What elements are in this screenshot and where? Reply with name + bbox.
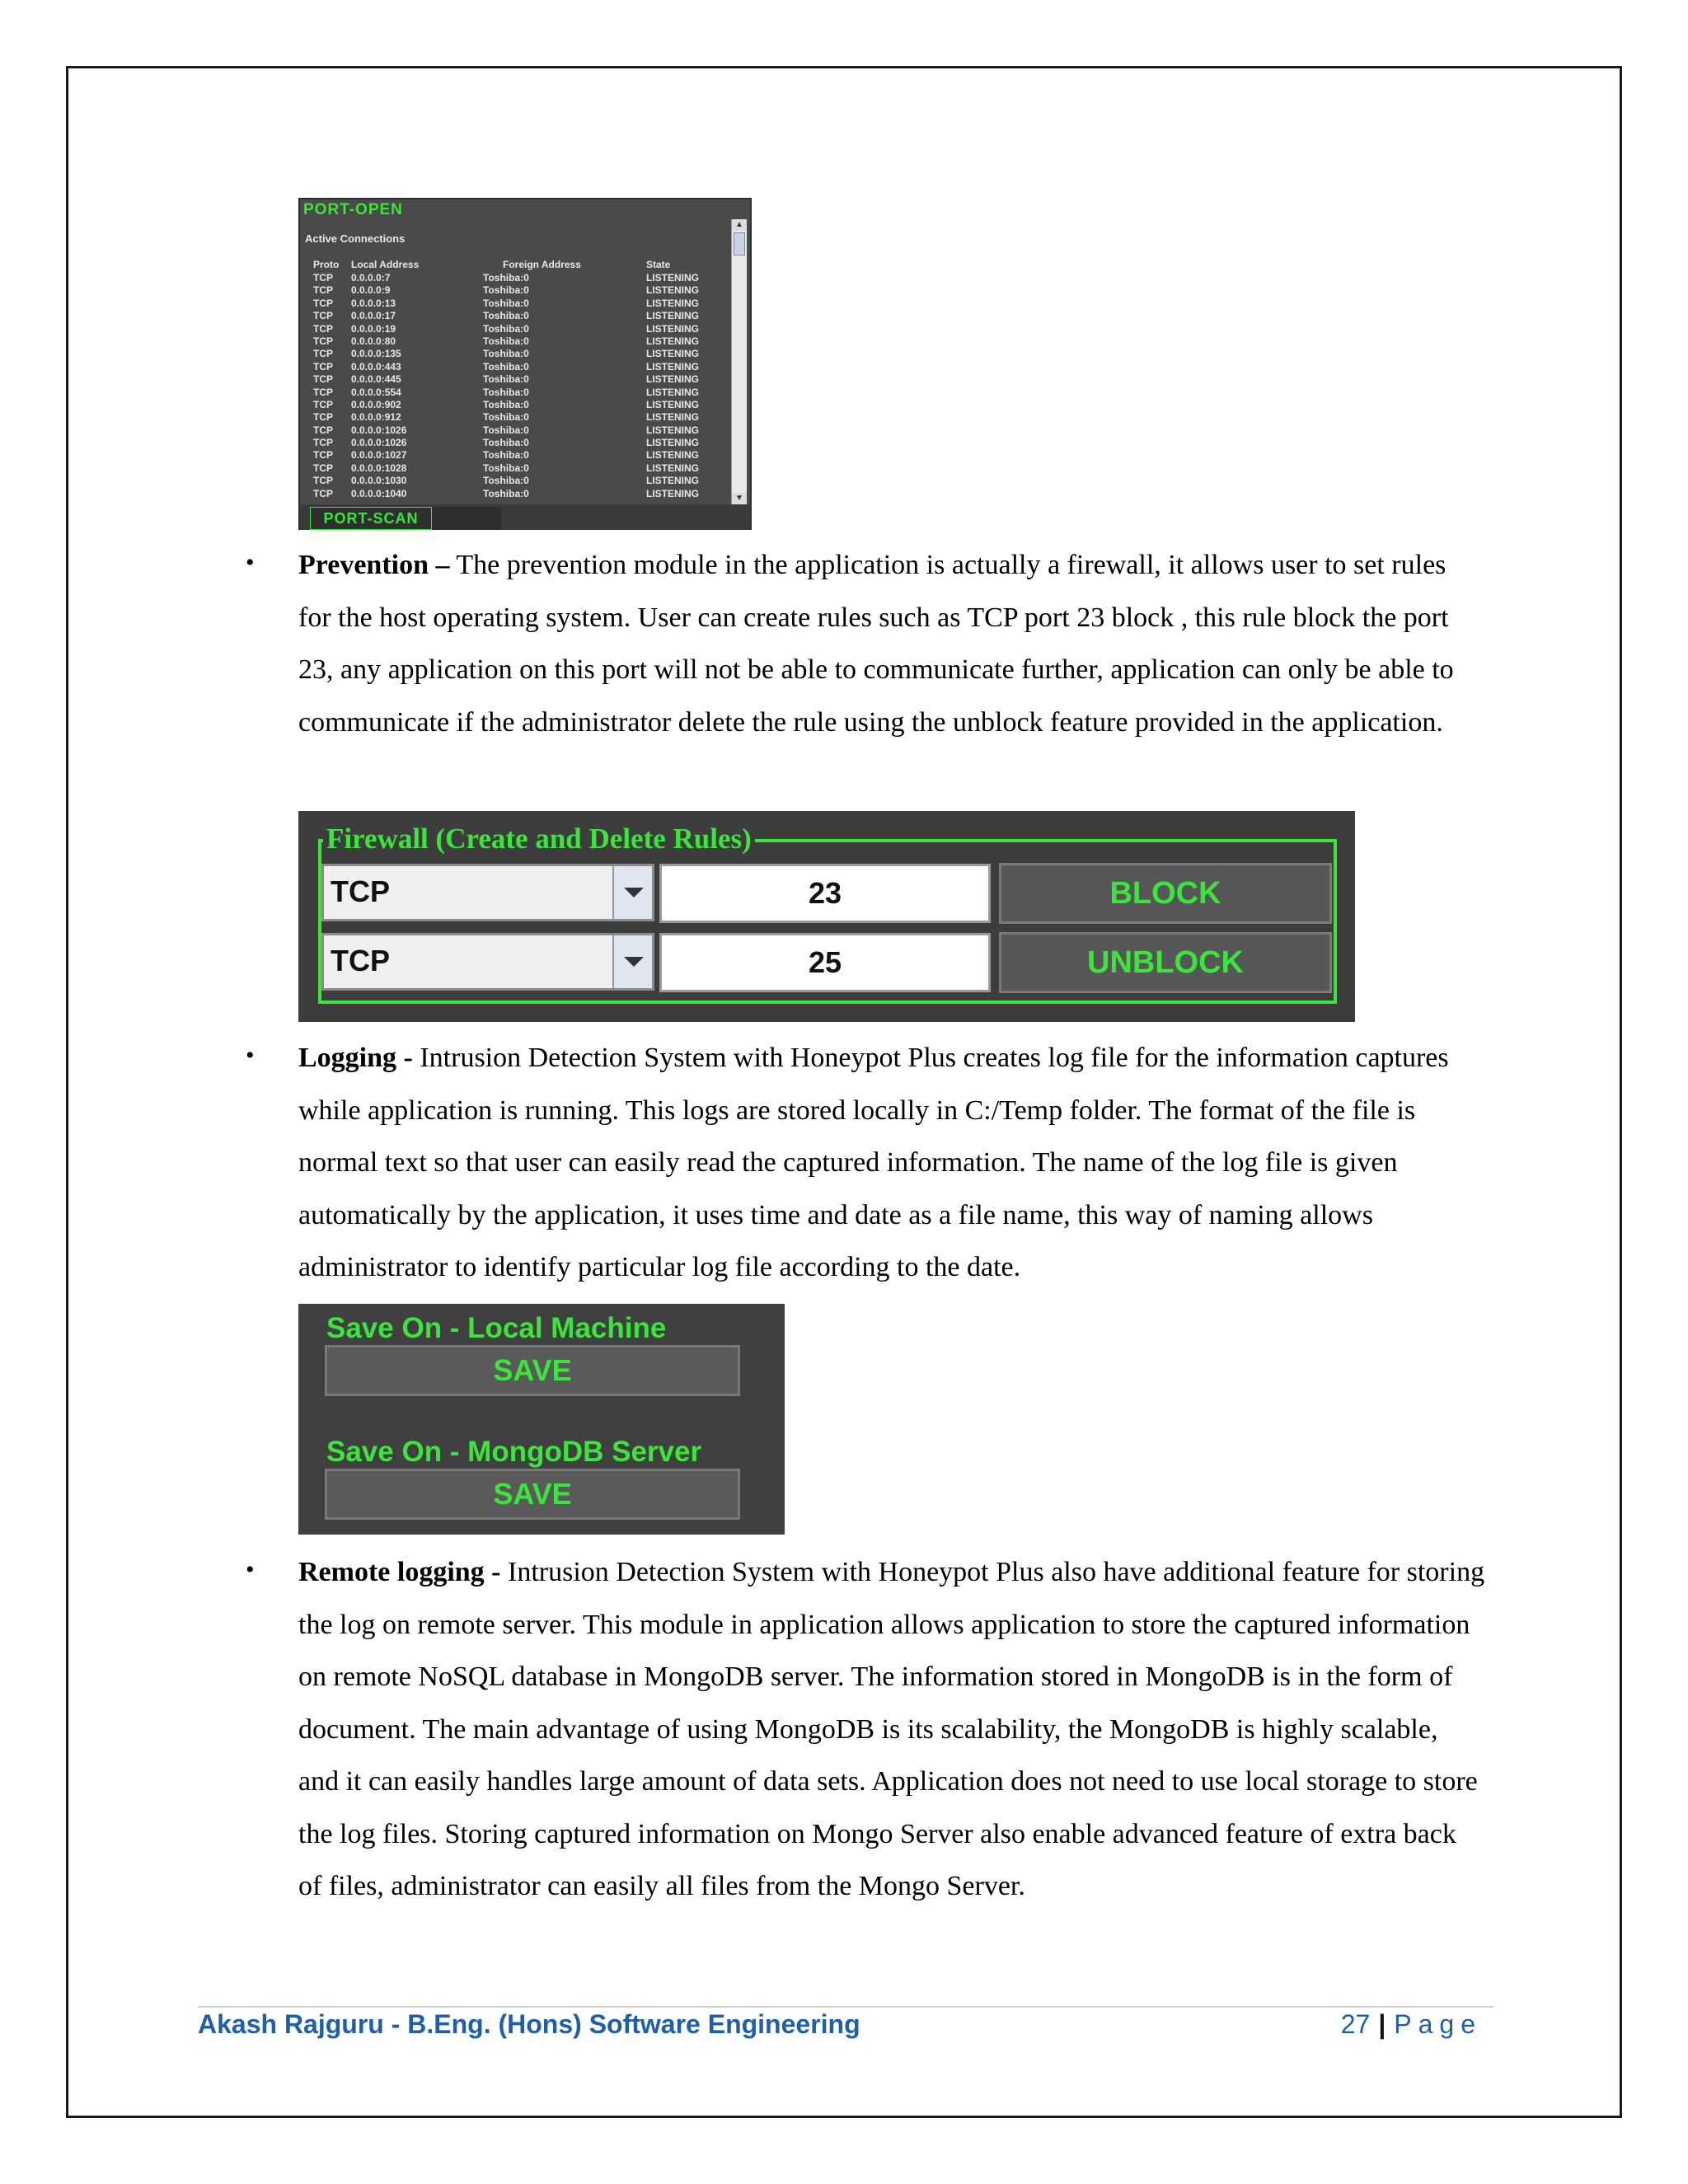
connection-row xyxy=(313,272,717,284)
prevention-term: Prevention – xyxy=(298,550,450,580)
connection-row xyxy=(313,399,717,411)
connection-cell: LISTENING xyxy=(646,449,700,462)
block-protocol-value: TCP xyxy=(331,874,390,908)
active-connections-heading: Active Connections xyxy=(305,232,406,245)
prevention-text: The prevention module in the application is actually a firewall, it allows user to set rules for the host operating system. User can create rules such as TCP port 23 block , this rule block the port 23, any application on this port will not be able to communicate further, application can only be able to communicate if the administrator delete the rule using the unblock feature provided in the application. xyxy=(298,550,1454,738)
bullet-prevention: • xyxy=(246,549,255,576)
connection-row xyxy=(313,424,717,437)
connection-cell: Toshiba:0 xyxy=(483,437,529,449)
save-local-label: Save On - Local Machine xyxy=(326,1312,667,1344)
connection-cell: 0.0.0.0:1026 xyxy=(351,437,407,449)
remote-logging-paragraph xyxy=(298,1546,1485,1913)
connection-cell: 0.0.0.0:912 xyxy=(351,411,401,424)
unblock-port-input[interactable]: 25 xyxy=(659,933,991,992)
logging-text: Intrusion Detection System with Honeypot Plus creates log file for the information captures while application is running. This logs are stored locally in C:/Temp folder. The format of the file is normal text so that user can easily read the captured information. The name of the log file is given automatically by the application, it uses time and date as a file name, this way of naming allows administrator to identify particular log file according to the date. xyxy=(298,1043,1449,1282)
block-button[interactable]: BLOCK xyxy=(999,863,1332,924)
connection-row xyxy=(313,323,717,335)
connection-cell: TCP xyxy=(313,411,333,424)
bullet-logging: • xyxy=(246,1042,255,1069)
connection-cell: LISTENING xyxy=(646,424,700,436)
footer-rule xyxy=(198,2006,1493,2008)
connection-cell: TCP xyxy=(313,386,333,398)
connection-cell: LISTENING xyxy=(646,322,700,335)
chevron-down-icon[interactable] xyxy=(612,935,652,988)
connection-row xyxy=(313,335,717,348)
connection-cell: 0.0.0.0:902 xyxy=(351,398,401,410)
connection-cell: 0.0.0.0:17 xyxy=(351,310,396,322)
footer-author: Akash Rajguru - B.Eng. (Hons) Software Engineering xyxy=(198,2009,860,2039)
connection-row xyxy=(313,348,717,360)
connection-cell: 0.0.0.0:1026 xyxy=(351,424,407,436)
scroll-up-icon[interactable]: ▲ xyxy=(732,219,747,231)
page-number: 27 xyxy=(1340,2009,1371,2039)
page-label: Page xyxy=(1394,2009,1482,2039)
remote-logging-text: Intrusion Detection System with Honeypot Plus also have additional feature for storing the log on remote server. This module in application allows application to store the captured information on remote NoSQL database in MongoDB server. The information stored in MongoDB is in the form of document. The main advantage of using MongoDB is its scalability, the MongoDB is highly scalable, and it can easily handles large amount of data sets. Application does not need to use local storage to store the log files. Storing captured information on Mongo Server also enable advanced feature of extra back of files, administrator can easily all files from the Mongo Server. xyxy=(298,1557,1485,1901)
save-mongo-button[interactable]: SAVE xyxy=(325,1469,740,1520)
connection-cell: Toshiba:0 xyxy=(483,424,529,436)
connection-cell: Toshiba:0 xyxy=(483,272,529,284)
connection-cell: LISTENING xyxy=(646,348,700,360)
connection-row xyxy=(313,310,717,322)
connection-cell: TCP xyxy=(313,322,333,335)
connection-cell: Toshiba:0 xyxy=(483,373,529,386)
connection-row xyxy=(313,284,717,297)
unblock-protocol-value: TCP xyxy=(331,944,390,977)
col-state: State xyxy=(646,259,671,270)
scroll-down-icon[interactable]: ▼ xyxy=(732,493,747,504)
connection-cell: Toshiba:0 xyxy=(483,449,529,462)
connections-header xyxy=(313,259,717,272)
connection-cell: 0.0.0.0:9 xyxy=(351,284,391,297)
connection-row xyxy=(313,462,717,475)
connection-cell: TCP xyxy=(313,462,333,474)
connection-row xyxy=(313,387,717,399)
connection-cell: TCP xyxy=(313,310,333,322)
connection-row xyxy=(313,373,717,386)
connection-cell: LISTENING xyxy=(646,360,700,373)
col-local-address: Local Address xyxy=(351,259,420,270)
connection-cell: TCP xyxy=(313,398,333,410)
connection-cell: 0.0.0.0:443 xyxy=(351,360,401,373)
connection-cell: 0.0.0.0:1030 xyxy=(351,475,407,487)
footer-separator: | xyxy=(1378,2009,1386,2039)
connection-cell: Toshiba:0 xyxy=(483,411,529,424)
bullet-remote-logging: • xyxy=(246,1556,255,1583)
connection-cell: Toshiba:0 xyxy=(483,310,529,322)
connection-row xyxy=(313,437,717,449)
col-foreign-address: Foreign Address xyxy=(503,259,581,270)
connection-cell: Toshiba:0 xyxy=(483,487,529,499)
connection-cell: 0.0.0.0:13 xyxy=(351,297,396,309)
col-proto: Proto xyxy=(313,259,340,270)
connection-cell: TCP xyxy=(313,297,333,309)
connection-cell: Toshiba:0 xyxy=(483,398,529,410)
prevention-paragraph xyxy=(298,539,1485,748)
connections-list xyxy=(313,272,717,500)
port-open-title: PORT-OPEN xyxy=(303,201,403,218)
connection-cell: Toshiba:0 xyxy=(483,475,529,487)
connection-cell: TCP xyxy=(313,487,333,499)
connection-row xyxy=(313,488,717,500)
connection-cell: Toshiba:0 xyxy=(483,322,529,335)
connection-row xyxy=(313,361,717,373)
block-protocol-select[interactable] xyxy=(321,864,654,921)
footer-page xyxy=(1341,2009,1482,2040)
connection-cell: LISTENING xyxy=(646,462,700,474)
port-scan-button[interactable]: PORT-SCAN xyxy=(310,507,432,530)
connection-cell: LISTENING xyxy=(646,475,700,487)
port-panel-bottom-spacer xyxy=(432,507,501,530)
connection-cell: TCP xyxy=(313,475,333,487)
firewall-panel xyxy=(298,811,1355,1022)
logging-term: Logging - xyxy=(298,1043,413,1073)
connection-cell: LISTENING xyxy=(646,272,700,284)
connection-cell: 0.0.0.0:1028 xyxy=(351,462,407,474)
save-panel xyxy=(298,1304,785,1535)
connection-cell: TCP xyxy=(313,437,333,449)
connection-cell: Toshiba:0 xyxy=(483,348,529,360)
connection-cell: 0.0.0.0:80 xyxy=(351,335,396,347)
connections-scrollbar[interactable] xyxy=(731,219,747,504)
connection-cell: 0.0.0.0:19 xyxy=(351,322,396,335)
connection-cell: TCP xyxy=(313,360,333,373)
chevron-down-icon[interactable] xyxy=(612,866,652,919)
connection-cell: TCP xyxy=(313,449,333,462)
connection-cell: TCP xyxy=(313,272,333,284)
connection-cell: LISTENING xyxy=(646,335,700,347)
connection-cell: LISTENING xyxy=(646,284,700,297)
connection-row xyxy=(313,449,717,462)
connection-cell: LISTENING xyxy=(646,398,700,410)
block-port-input[interactable]: 23 xyxy=(659,864,991,923)
firewall-legend: Firewall (Create and Delete Rules) xyxy=(323,823,755,855)
save-mongo-label: Save On - MongoDB Server xyxy=(326,1436,702,1468)
connection-cell: TCP xyxy=(313,373,333,386)
connection-cell: LISTENING xyxy=(646,386,700,398)
connection-cell: 0.0.0.0:135 xyxy=(351,348,401,360)
unblock-protocol-select[interactable] xyxy=(321,933,654,991)
connection-cell: LISTENING xyxy=(646,487,700,499)
connection-cell: Toshiba:0 xyxy=(483,386,529,398)
unblock-button[interactable]: UNBLOCK xyxy=(999,932,1332,993)
connection-cell: LISTENING xyxy=(646,437,700,449)
connection-cell: LISTENING xyxy=(646,310,700,322)
connection-cell: LISTENING xyxy=(646,297,700,309)
connection-row xyxy=(313,411,717,424)
connection-cell: Toshiba:0 xyxy=(483,360,529,373)
connection-cell: Toshiba:0 xyxy=(483,297,529,309)
connection-cell: TCP xyxy=(313,424,333,436)
connection-cell: 0.0.0.0:1040 xyxy=(351,487,407,499)
connection-cell: LISTENING xyxy=(646,411,700,424)
scroll-thumb[interactable] xyxy=(734,232,745,255)
logging-paragraph xyxy=(298,1032,1485,1294)
connection-cell: TCP xyxy=(313,348,333,360)
connection-cell: TCP xyxy=(313,284,333,297)
connection-cell: 0.0.0.0:554 xyxy=(351,386,401,398)
save-local-button[interactable]: SAVE xyxy=(325,1345,740,1396)
connection-cell: Toshiba:0 xyxy=(483,284,529,297)
connection-cell: 0.0.0.0:7 xyxy=(351,272,391,284)
connection-cell: Toshiba:0 xyxy=(483,462,529,474)
connection-row xyxy=(313,298,717,310)
remote-logging-term: Remote logging - xyxy=(298,1557,501,1587)
connection-cell: 0.0.0.0:445 xyxy=(351,373,401,386)
connection-cell: Toshiba:0 xyxy=(483,335,529,347)
port-open-panel xyxy=(298,198,752,530)
connection-row xyxy=(313,475,717,487)
connection-cell: TCP xyxy=(313,335,333,347)
connection-cell: LISTENING xyxy=(646,373,700,386)
connection-cell: 0.0.0.0:1027 xyxy=(351,449,407,462)
